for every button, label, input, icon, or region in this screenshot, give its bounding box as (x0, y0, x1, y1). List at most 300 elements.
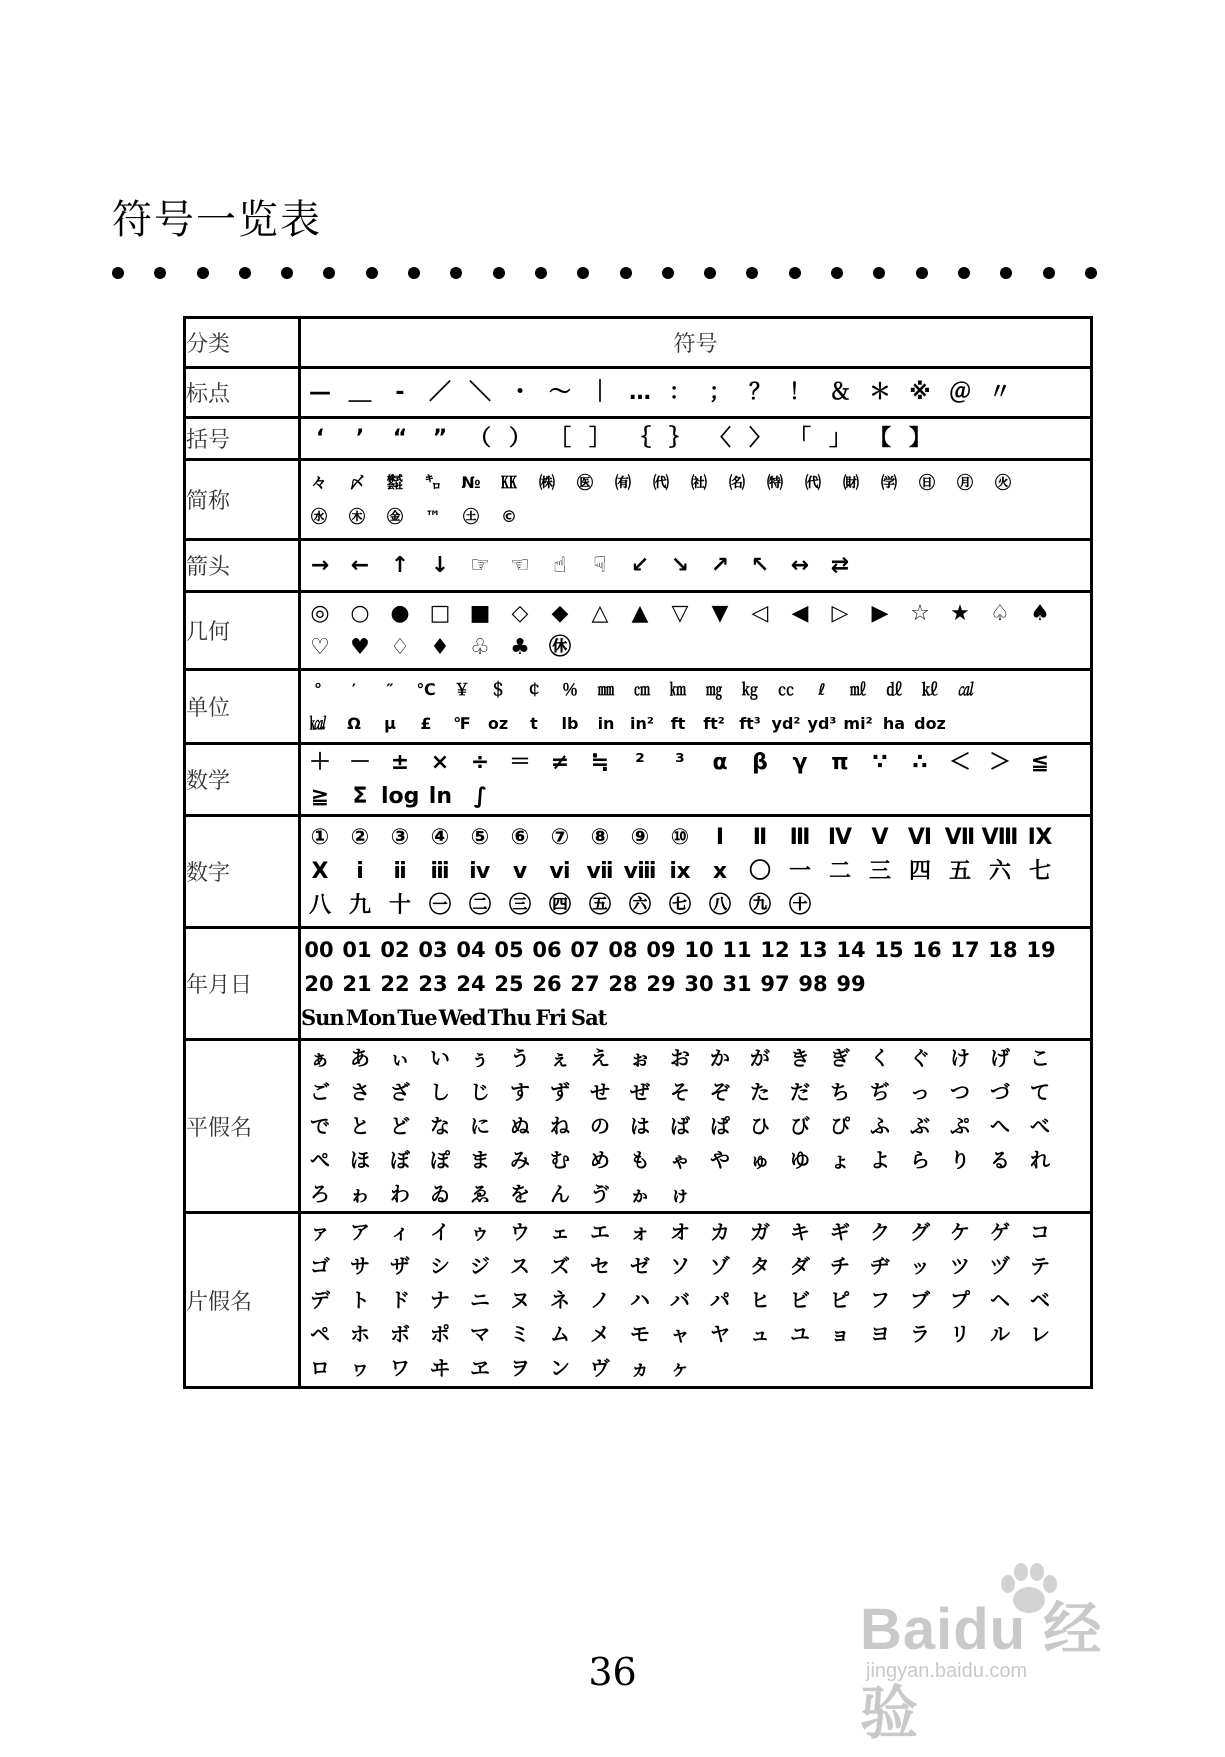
symbol-glyph: ＿ (348, 379, 371, 405)
symbol-glyph: ｜ (588, 379, 611, 405)
symbol-glyph: グ (910, 1220, 930, 1244)
symbol-glyph: セ (590, 1254, 610, 1278)
symbol-glyph: み (510, 1148, 530, 1172)
symbol-glyph: ヱ (470, 1356, 490, 1380)
symbol-glyph: doz (914, 713, 946, 733)
symbol-glyph: ゅ (750, 1148, 770, 1172)
category-cell: 单位 (185, 670, 300, 744)
symbol-glyph: 02 (380, 937, 410, 962)
symbol-glyph: カ (710, 1220, 730, 1244)
symbol-glyph: ゐ (430, 1182, 450, 1206)
symbol-glyph: ヅ (990, 1254, 1010, 1278)
symbol-line (301, 466, 1090, 500)
divider-dot (746, 267, 758, 279)
symbol-glyph: ³ (675, 749, 685, 775)
symbol-glyph: ほ (350, 1148, 370, 1172)
symbol-glyph: ン (550, 1356, 570, 1380)
symbol-glyph: log (381, 783, 420, 809)
symbol-glyph: ぺ (310, 1148, 330, 1172)
divider-dot (1043, 267, 1055, 279)
symbol-glyph: ㈶ (842, 472, 859, 492)
symbol-glyph: ウ (510, 1220, 530, 1244)
table-row (185, 744, 1092, 816)
symbol-glyph: ＋ (308, 749, 331, 775)
symbol-glyph: ≒ (590, 749, 610, 775)
watermark (860, 1560, 1160, 1746)
symbol-line (301, 1283, 1090, 1317)
symbol-glyph: ょ (830, 1148, 850, 1172)
symbol-glyph: ち (830, 1080, 850, 1104)
symbol-line (301, 1109, 1090, 1143)
symbol-glyph: ÷ (470, 749, 490, 775)
symbol-glyph: ソ (670, 1254, 690, 1278)
symbol-glyph: れ (1030, 1148, 1050, 1172)
symbol-glyph: ⑦ (550, 824, 570, 850)
symbol-glyph: ゃ (670, 1148, 690, 1172)
symbol-glyph: ☜ (510, 552, 530, 578)
symbol-glyph: た (750, 1080, 770, 1104)
symbol-glyph: ㊄ (588, 892, 611, 918)
symbol-glyph: ↘ (670, 552, 690, 578)
symbol-glyph: え (590, 1046, 610, 1070)
symbol-glyph: 【 (868, 425, 891, 451)
symbol-glyph: 09 (646, 937, 676, 962)
symbol-glyph: べ (1030, 1114, 1050, 1138)
symbol-glyph: ぱ (710, 1114, 730, 1138)
symbol-glyph: ブ (910, 1288, 930, 1312)
symbol-glyph: ② (350, 824, 370, 850)
symbol-glyph: Σ (352, 783, 368, 809)
symbol-glyph: ☆ (910, 600, 930, 626)
symbol-glyph: ⅷ (623, 858, 657, 884)
symbol-glyph: ［ (548, 425, 571, 451)
table-row (185, 418, 1092, 460)
symbol-glyph: 22 (380, 971, 410, 996)
symbol-glyph: Sat (570, 1004, 607, 1030)
symbol-glyph: ③ (390, 824, 410, 850)
divider-dot (366, 267, 378, 279)
symbol-glyph: の (590, 1114, 610, 1138)
symbol-glyph: ㊉ (788, 892, 811, 918)
category-cell: 简称 (185, 460, 300, 540)
symbols-cell (300, 1213, 1092, 1388)
symbol-glyph: ァ (310, 1220, 330, 1244)
symbol-glyph: ♡ (310, 634, 330, 660)
symbol-glyph: タ (750, 1254, 770, 1278)
symbol-glyph: て (1030, 1080, 1050, 1104)
symbol-glyph: 26 (532, 971, 562, 996)
symbol-glyph: モ (630, 1322, 650, 1346)
symbol-glyph: ホ (350, 1322, 370, 1346)
table-header-row (185, 318, 1092, 368)
symbol-glyph: じ (470, 1080, 490, 1104)
symbol-glyph: ？ (748, 379, 771, 405)
table-row (185, 460, 1092, 540)
symbol-glyph: る (990, 1148, 1010, 1172)
category-cell: 年月日 (185, 928, 300, 1040)
symbol-line (301, 1041, 1090, 1075)
symbol-glyph: ヒ (750, 1288, 770, 1312)
symbol-glyph: ぽ (430, 1148, 450, 1172)
symbol-glyph: ＼ (468, 379, 491, 405)
symbol-glyph: ミ (510, 1322, 530, 1346)
symbol-glyph: ℓ (818, 679, 826, 699)
symbol-glyph: ㈳ (690, 472, 707, 492)
symbol-glyph: △ (591, 600, 609, 626)
symbol-glyph: を (510, 1182, 530, 1206)
symbol-glyph: ぜ (630, 1080, 650, 1104)
symbol-glyph: ha (882, 713, 906, 733)
symbol-glyph: ⅳ (469, 858, 491, 884)
symbol-glyph: ア (350, 1220, 370, 1244)
symbol-glyph: ● (390, 600, 410, 626)
symbol-glyph: “ (392, 425, 408, 451)
symbols-cell (300, 1040, 1092, 1213)
symbol-glyph: ▽ (671, 600, 689, 626)
symbol-glyph: 07 (570, 937, 600, 962)
symbol-glyph: ★ (950, 600, 970, 626)
symbol-glyph: ∫ (473, 783, 488, 809)
symbol-glyph: ◇ (511, 600, 529, 626)
symbol-glyph: ㎖ (849, 679, 866, 699)
symbol-glyph: Ⅲ (789, 824, 811, 850)
symbol-glyph: 19 (1026, 937, 1056, 962)
symbol-glyph: ← (350, 552, 370, 578)
dotted-divider (112, 266, 1097, 280)
symbol-glyph: ゔ (590, 1182, 610, 1206)
symbol-glyph: ば (670, 1114, 690, 1138)
symbol-glyph: ↙ (630, 552, 650, 578)
symbol-glyph: ニ (470, 1288, 490, 1312)
symbol-glyph: ノ (590, 1288, 610, 1312)
category-cell: 数字 (185, 816, 300, 928)
symbol-glyph: 97 (760, 971, 790, 996)
symbol-glyph: ㊍ (348, 506, 365, 526)
symbol-glyph: プ (950, 1288, 970, 1312)
symbol-glyph: ㊎ (386, 506, 403, 526)
symbol-glyph: © (501, 506, 517, 526)
symbol-glyph: フ (870, 1288, 890, 1312)
symbol-glyph: ＜ (948, 749, 971, 775)
symbol-glyph: 20 (304, 971, 334, 996)
symbol-glyph: ♢ (390, 634, 410, 660)
symbol-glyph: ご (310, 1080, 330, 1104)
page-title: 符号一览表 (112, 197, 322, 243)
symbol-glyph: さ (350, 1080, 370, 1104)
symbol-glyph: り (950, 1148, 970, 1172)
symbol-glyph: よ (870, 1148, 890, 1172)
symbol-glyph: ； (708, 379, 731, 405)
symbol-glyph: ♦ (430, 634, 450, 660)
symbol-glyph: ］ (588, 425, 611, 451)
symbol-glyph: ゕ (630, 1182, 650, 1206)
symbol-glyph: Fri (535, 1004, 566, 1030)
symbol-glyph: こ (1030, 1046, 1050, 1070)
watermark-logo: Baidu 经验 (860, 1597, 1103, 1746)
divider-dot (1000, 267, 1012, 279)
symbol-glyph: で (310, 1114, 330, 1138)
category-cell: 标点 (185, 368, 300, 418)
symbol-line (301, 1249, 1090, 1283)
category-cell: 几何 (185, 592, 300, 670)
symbol-line (301, 1351, 1090, 1385)
symbol-glyph: む (550, 1148, 570, 1172)
symbol-glyph: ㏍ (500, 472, 517, 492)
symbol-glyph: ln (428, 783, 452, 809)
symbol-glyph: ど (390, 1114, 410, 1138)
symbol-glyph: ㊡ (548, 634, 571, 660)
symbol-glyph: Ⅴ (871, 824, 889, 850)
symbol-glyph: ④ (430, 824, 450, 850)
symbol-glyph: ㊩ (576, 472, 593, 492)
symbol-glyph: ギ (830, 1220, 850, 1244)
symbol-glyph: ≧ (310, 783, 330, 809)
symbol-glyph: ぷ (950, 1114, 970, 1138)
symbol-line (301, 376, 1090, 410)
symbol-glyph: ヨ (870, 1322, 890, 1346)
symbol-glyph: yd² (771, 713, 801, 733)
symbol-glyph: ℉ (453, 713, 471, 733)
symbol-glyph: オ (670, 1220, 690, 1244)
symbol-glyph: ヘ (990, 1288, 1010, 1312)
symbol-glyph: ハ (630, 1288, 650, 1312)
symbol-glyph: ㎞ (669, 679, 686, 699)
symbol-glyph: ⅴ (512, 858, 528, 884)
symbol-glyph: ◀ (791, 600, 809, 626)
symbol-glyph: け (950, 1046, 970, 1070)
symbol-glyph: め (590, 1148, 610, 1172)
symbol-glyph: ｛ (628, 425, 651, 451)
symbol-glyph: メ (590, 1322, 610, 1346)
symbol-glyph: ㈲ (614, 472, 631, 492)
category-cell: 箭头 (185, 540, 300, 592)
symbol-glyph: - (395, 379, 405, 405)
symbol-glyph: な (430, 1114, 450, 1138)
symbol-glyph: ゆ (790, 1148, 810, 1172)
symbol-line (301, 1143, 1090, 1177)
symbol-glyph: あ (350, 1046, 370, 1070)
symbol-glyph: ㈵ (766, 472, 783, 492)
symbol-glyph: 29 (646, 971, 676, 996)
symbol-glyph: 九 (348, 892, 371, 918)
symbol-glyph: ョ (830, 1322, 850, 1346)
symbol-glyph: ナ (430, 1288, 450, 1312)
symbol-glyph: 〈 (708, 425, 731, 451)
symbol-glyph: 31 (722, 971, 752, 996)
symbol-glyph: ″ (386, 679, 394, 699)
symbol-glyph: ㌔ (424, 472, 441, 492)
symbol-glyph: Ω (347, 713, 361, 733)
symbol-glyph: ユ (790, 1322, 810, 1346)
symbol-glyph: Ⅱ (752, 824, 768, 850)
symbol-glyph: サ (350, 1254, 370, 1278)
symbol-glyph: ッ (910, 1254, 930, 1278)
symbol-line (301, 821, 1090, 855)
symbol-glyph: ㈹ (652, 472, 669, 492)
symbol-glyph: ㊊ (956, 472, 973, 492)
symbol-glyph: ピ (830, 1288, 850, 1312)
symbol-glyph: ぉ (630, 1046, 650, 1070)
symbol-glyph: oz (487, 713, 509, 733)
symbol-glyph: ま (470, 1148, 490, 1172)
symbol-glyph: く (870, 1046, 890, 1070)
symbol-glyph: ロ (310, 1356, 330, 1380)
divider-dot (112, 267, 124, 279)
symbol-glyph: 七 (1028, 858, 1051, 884)
symbol-glyph: ⑧ (590, 824, 610, 850)
symbols-cell (300, 368, 1092, 418)
symbol-glyph: び (790, 1114, 810, 1138)
symbol-glyph: き (790, 1046, 810, 1070)
divider-dot (154, 267, 166, 279)
symbol-line (301, 1001, 1090, 1035)
symbol-glyph: ％ (561, 679, 578, 699)
symbol-glyph: ク (870, 1220, 890, 1244)
symbol-glyph: レ (1030, 1322, 1050, 1346)
symbol-glyph: £ (420, 713, 432, 733)
symbol-glyph: 23 (418, 971, 448, 996)
symbol-glyph: ゎ (350, 1182, 370, 1206)
symbol-glyph: だ (790, 1080, 810, 1104)
symbol-glyph: ↔ (790, 552, 810, 578)
symbol-glyph: lb (561, 713, 579, 733)
symbol-glyph: ㈴ (728, 472, 745, 492)
symbol-glyph: Ⅰ (715, 824, 725, 850)
symbol-glyph: 03 (418, 937, 448, 962)
symbol-glyph: に (470, 1114, 490, 1138)
symbol-glyph: 】 (908, 425, 931, 451)
symbol-glyph: 28 (608, 971, 638, 996)
symbol-glyph: → (310, 552, 330, 578)
symbol-glyph: ⅲ (430, 858, 450, 884)
symbol-glyph: ㎝ (633, 679, 650, 699)
symbol-glyph: バ (670, 1288, 690, 1312)
symbol-glyph: ： (668, 379, 691, 405)
symbol-glyph: と (350, 1114, 370, 1138)
symbol-glyph: 10 (684, 937, 714, 962)
symbol-line (301, 967, 1090, 1001)
symbol-glyph: × (430, 749, 450, 775)
symbol-line (301, 631, 1090, 665)
symbol-glyph: ） (508, 425, 531, 451)
symbol-glyph: ＠ (948, 379, 971, 405)
symbol-glyph: ひ (750, 1114, 770, 1138)
symbol-glyph: ヌ (510, 1288, 530, 1312)
symbol-glyph: エ (590, 1220, 610, 1244)
symbol-glyph: ▶ (871, 600, 889, 626)
symbol-glyph: ㎜ (597, 679, 614, 699)
divider-dot (323, 267, 335, 279)
symbol-glyph: ス (510, 1254, 530, 1278)
symbol-glyph: テ (1030, 1254, 1050, 1278)
symbol-glyph: ゖ (670, 1182, 690, 1206)
symbol-glyph: ㈱ (538, 472, 555, 492)
symbol-glyph: ㊌ (310, 506, 327, 526)
symbol-glyph: ↗ (710, 552, 730, 578)
symbol-glyph: Ⅷ (981, 824, 1019, 850)
symbol-glyph: ザ (390, 1254, 410, 1278)
symbol-glyph: ビ (790, 1288, 810, 1312)
table-row (185, 1040, 1092, 1213)
symbol-glyph: ㎗ (885, 679, 902, 699)
symbol-glyph: in² (630, 713, 654, 733)
symbol-line (301, 1317, 1090, 1351)
table-row (185, 928, 1092, 1040)
symbol-glyph: ㍿ (386, 472, 403, 492)
symbol-glyph: い (430, 1046, 450, 1070)
symbol-glyph: ペ (310, 1322, 330, 1346)
symbol-glyph: ＆ (828, 379, 851, 405)
symbol-glyph: 30 (684, 971, 714, 996)
symbol-glyph: ゲ (990, 1220, 1010, 1244)
symbol-glyph: ㊋ (994, 472, 1011, 492)
symbol-glyph: づ (990, 1080, 1010, 1104)
symbol-glyph: 27 (570, 971, 600, 996)
symbol-glyph: お (670, 1046, 690, 1070)
symbol-glyph: ～ (548, 379, 571, 405)
symbol-glyph: が (750, 1046, 770, 1070)
symbol-glyph: 25 (494, 971, 524, 996)
symbol-glyph: ⅹ (712, 858, 728, 884)
symbol-glyph: ㊐ (918, 472, 935, 492)
symbol-glyph: ㊃ (548, 892, 571, 918)
symbol-glyph: ² (635, 749, 645, 775)
header-category: 分类 (185, 318, 300, 368)
symbol-glyph: ft (670, 713, 686, 733)
symbol-glyph: ㎘ (921, 679, 938, 699)
table-body (185, 368, 1092, 1388)
symbol-glyph: ↑ (390, 552, 410, 578)
symbol-glyph: せ (590, 1080, 610, 1104)
divider-dot (577, 267, 589, 279)
symbol-glyph: ① (310, 824, 330, 850)
symbol-glyph: 〉 (748, 425, 771, 451)
symbol-line (301, 597, 1090, 631)
symbol-glyph: 12 (760, 937, 790, 962)
symbol-glyph: — (309, 379, 331, 405)
symbol-glyph: っ (910, 1080, 930, 1104)
symbol-line (301, 422, 1090, 456)
symbol-line (301, 549, 1090, 583)
symbol-glyph: 15 (874, 937, 904, 962)
symbol-glyph: そ (670, 1080, 690, 1104)
symbol-glyph: ド (390, 1288, 410, 1312)
symbol-line (301, 933, 1090, 967)
divider-dot (662, 267, 674, 279)
symbol-glyph: 99 (836, 971, 866, 996)
symbol-glyph: ㊏ (462, 506, 479, 526)
symbol-glyph: ㎏ (741, 679, 758, 699)
symbols-cell (300, 418, 1092, 460)
symbol-glyph: 17 (950, 937, 980, 962)
symbol-glyph: は (630, 1114, 650, 1138)
symbol-glyph: ☞ (470, 552, 490, 578)
symbol-glyph: 〃 (988, 379, 1011, 405)
symbol-glyph: ジ (470, 1254, 490, 1278)
symbol-glyph: キ (790, 1220, 810, 1244)
symbols-cell (300, 670, 1092, 744)
symbol-glyph: ” (432, 425, 448, 451)
symbol-line (301, 889, 1090, 923)
symbol-glyph: げ (990, 1046, 1010, 1070)
symbol-glyph: ㊆ (668, 892, 691, 918)
symbol-glyph: 一 (788, 858, 811, 884)
symbol-glyph: Sun (301, 1004, 344, 1030)
symbol-glyph: ㊁ (468, 892, 491, 918)
category-cell: 数学 (185, 744, 300, 816)
symbol-glyph: ヲ (510, 1356, 530, 1380)
symbol-glyph: 四 (908, 858, 931, 884)
